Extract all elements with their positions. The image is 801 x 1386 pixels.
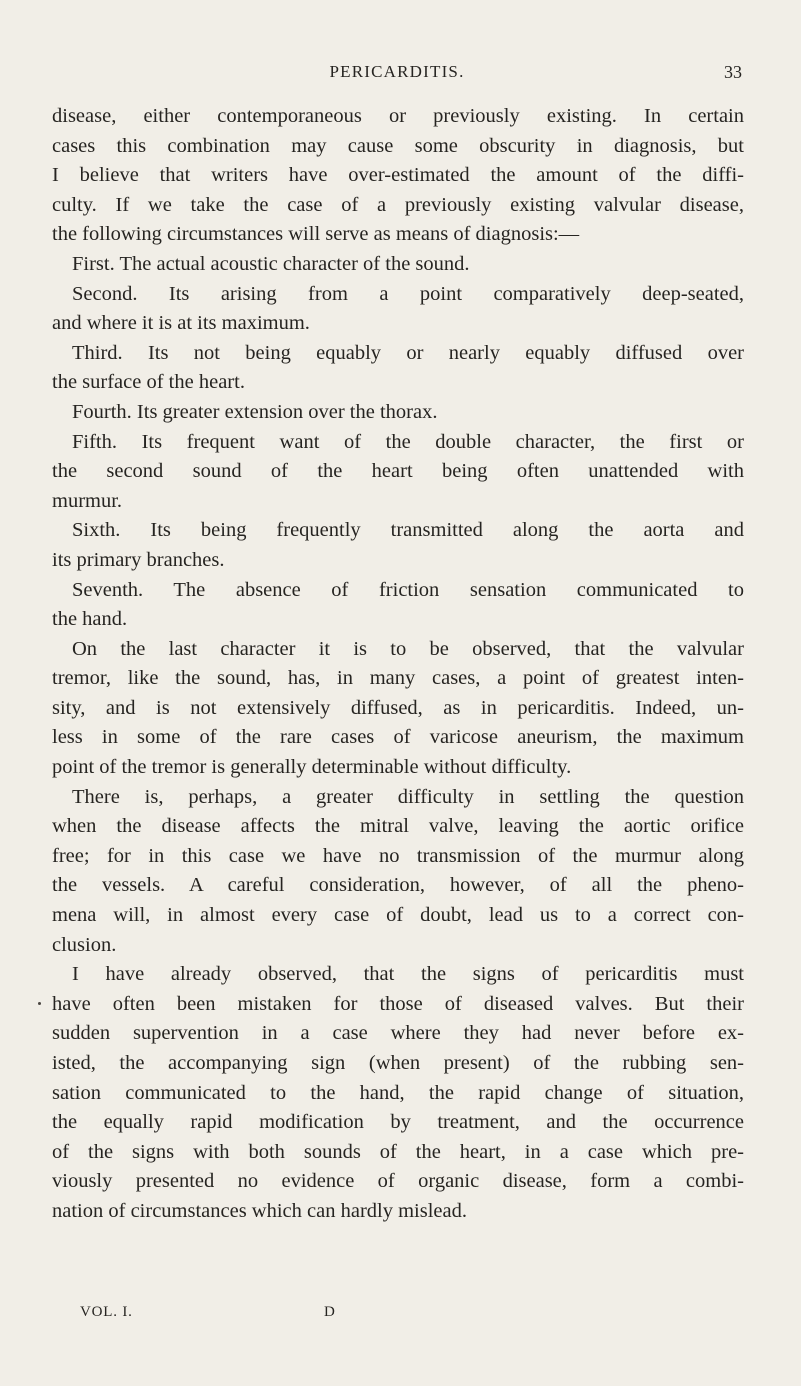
text-line: its primary branches.	[52, 548, 225, 571]
text-line: sation communicated to the hand, the rapid change of situation,	[52, 1081, 744, 1104]
running-title: PERICARDITIS.	[329, 62, 465, 81]
text-line: the vessels. A careful consideration, however, of all the pheno-	[52, 874, 744, 897]
text-line: Fourth. Its greater extension over the thorax.	[72, 400, 438, 423]
body-text	[52, 102, 744, 1227]
text-line: the surface of the heart.	[52, 371, 245, 394]
text-line: have often been mistaken for those of diseased valves. But their	[52, 992, 744, 1015]
text-line: I have already observed, that the signs of pericarditis must	[72, 963, 744, 986]
text-line: disease, either contemporaneous or previously existing. In certain	[52, 105, 744, 127]
text-line: point of the tremor is generally determinable without difficulty.	[52, 756, 572, 779]
running-head	[52, 62, 742, 86]
volume-label: VOL. I.	[80, 1304, 133, 1320]
text-line: cases this combination may cause some obscurity in diagnosis, but	[52, 134, 744, 157]
text-line: Fifth. Its frequent want of the double character, the first or	[72, 430, 744, 453]
text-line: the following circumstances will serve as means of diagnosis:—	[52, 223, 580, 246]
text-line: tremor, like the sound, has, in many cases, a point of greatest inten-	[52, 667, 744, 690]
text-line: I believe that writers have over-estimated the amount of the diffi-	[52, 164, 744, 187]
signature-mark: D	[324, 1304, 336, 1320]
text-line: the equally rapid modification by treatment, and the occurrence	[52, 1111, 744, 1134]
page-number: 33	[724, 62, 742, 82]
text-line: Third. Its not being equably or nearly equably diffused over	[72, 341, 744, 364]
text-line: mena will, in almost every case of doubt, lead us to a correct con-	[52, 904, 744, 927]
text-line: sudden supervention in a case where they had never before ex-	[52, 1022, 744, 1045]
text-line: isted, the accompanying sign (when present) of the rubbing sen-	[52, 1052, 744, 1074]
text-line: sity, and is not extensively diffused, as in pericarditis. Indeed, un-	[52, 696, 744, 719]
text-line: when the disease affects the mitral valve, leaving the aortic orifice	[52, 815, 744, 838]
page-footer	[80, 1304, 460, 1328]
text-line: viously presented no evidence of organic disease, form a combi-	[52, 1170, 744, 1193]
text-line: First. The actual acoustic character of the sound.	[72, 252, 470, 275]
text-line: Sixth. Its being frequently transmitted along the aorta and	[72, 519, 744, 542]
text-line: the second sound of the heart being often unattended with	[52, 460, 744, 483]
text-line: On the last character it is to be observed, that the valvular	[72, 637, 744, 660]
text-line: Seventh. The absence of friction sensation communicated to	[72, 578, 744, 601]
text-line: culty. If we take the case of a previously existing valvular disease,	[52, 193, 744, 216]
text-line: and where it is at its maximum.	[52, 312, 310, 335]
text-line: the hand.	[52, 608, 128, 631]
text-line: clusion.	[52, 933, 117, 956]
text-line: free; for in this case we have no transmission of the murmur along	[52, 844, 744, 867]
text-line: less in some of the rare cases of varicose aneurism, the maximum	[52, 726, 744, 749]
text-line: Second. Its arising from a point comparatively deep-seated,	[72, 282, 744, 305]
text-line: nation of circumstances which can hardly mislead.	[52, 1199, 467, 1222]
text-line: of the signs with both sounds of the heart, in a case which pre-	[52, 1140, 744, 1163]
margin-mark	[38, 1002, 41, 1005]
text-line: murmur.	[52, 489, 123, 512]
text-line: There is, perhaps, a greater difficulty in settling the question	[72, 785, 744, 808]
